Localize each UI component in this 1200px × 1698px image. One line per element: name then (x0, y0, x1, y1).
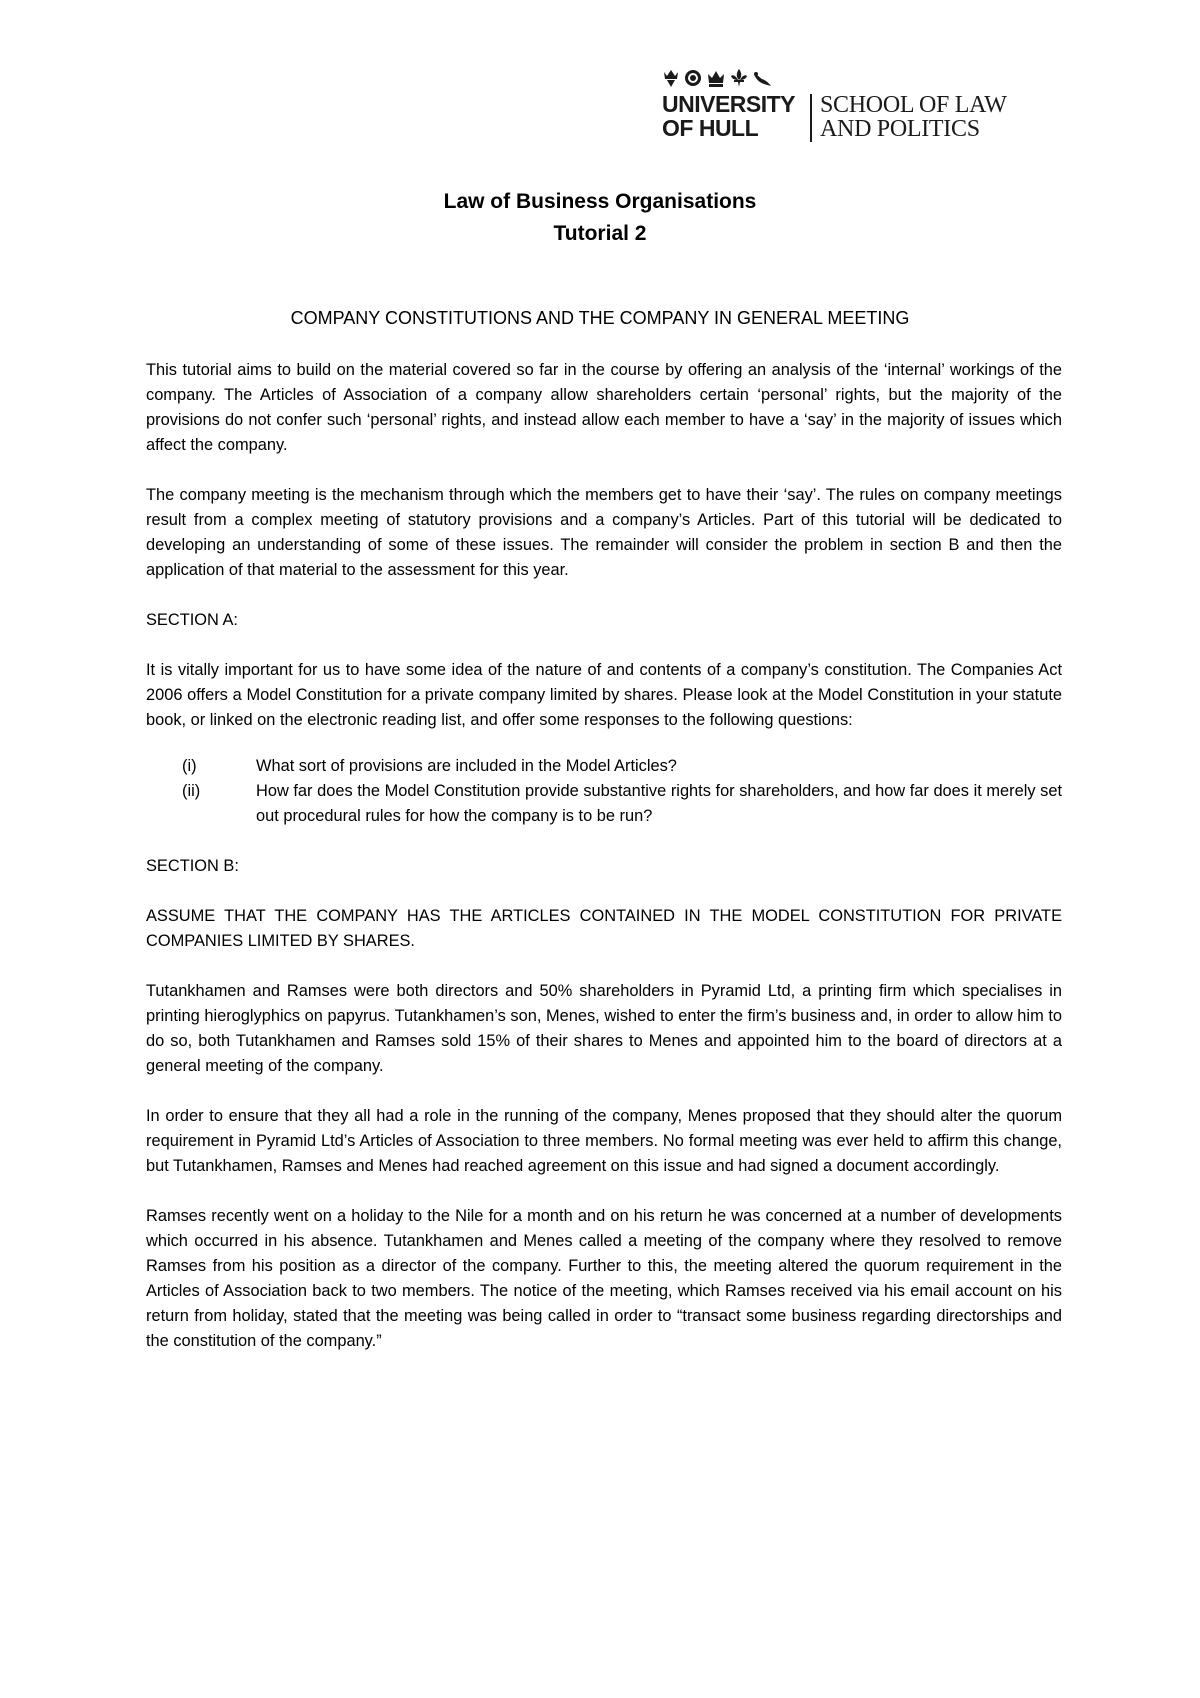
crown-icon (706, 68, 726, 88)
question-item (146, 754, 1062, 779)
question-text: What sort of provisions are included in the Model Articles? (256, 757, 677, 775)
section-b-paragraph: Tutankhamen and Ramses were both directors and 50% shareholders in Pyramid Ltd, a printing firm which specialises in printing hieroglyphics on papyrus. Tutankhamen’s son, Menes, wished to enter the firm’s business and, in order to allow him to do so, both Tutankhamen and Ramses sold 15% of their shares to Menes and appointed him to the board of directors at a general meeting of the company. (146, 982, 1062, 1075)
section-a-paragraph: It is vitally important for us to have some idea of the nature of and contents of a company’s constitution. The Companies Act 2006 offers a Model Constitution for a private company limited by shares. Please look at the Model Constitution in your statute book, or linked on the electronic reading list, and offer some responses to the following questions: (146, 661, 1062, 729)
crown-rose-icon (662, 68, 680, 88)
document-subtitle: Tutorial 2 (553, 222, 647, 245)
question-number: (i) (182, 757, 197, 775)
document-body (146, 358, 1062, 1379)
fleur-de-lis-icon (729, 68, 749, 88)
school-name-line2: AND POLITICS (820, 116, 980, 142)
crest-icons (662, 66, 772, 88)
question-item (146, 779, 1062, 829)
university-name-line1: UNIVERSITY (662, 91, 796, 117)
question-number: (ii) (182, 782, 201, 800)
school-name-line1: SCHOOL OF LAW (820, 92, 1007, 118)
intro-paragraph: The company meeting is the mechanism through which the members get to have their ‘say’. The rules on company meetings result from a complex meeting of statutory provisions and a company’s Articles. Part of this tutorial will be dedicated to developing an understanding of some of these issues. The remainder will consider the problem in section B and then the application of that material to the assessment for this year. (146, 486, 1062, 579)
document-title: Law of Business Organisations (443, 190, 757, 213)
school-name (820, 93, 1007, 141)
intro-paragraph: This tutorial aims to build on the material covered so far in the course by offering an analysis of the ‘internal’ workings of the company. The Articles of Association of a company allow shareholders certain ‘personal’ rights, but the majority of the provisions do not confer such ‘personal’ rights, and instead allow each member to have a ‘say’ in the majority of issues which affect the company. (146, 361, 1062, 454)
question-text: How far does the Model Constitution provide substantive rights for shareholders, and how far does it merely set out procedural rules for how the company is to be run? (256, 782, 1062, 825)
section-b-paragraph: In order to ensure that they all had a role in the running of the company, Menes proposed that they should alter the quorum requirement in Pyramid Ltd’s Articles of Association to three members. No formal meeting was ever held to affirm this change, but Tutankhamen, Ramses and Menes had reached agreement on this issue and had signed a document accordingly. (146, 1107, 1062, 1175)
logo-divider (810, 94, 812, 142)
question-list (146, 754, 1062, 829)
document-heading: COMPANY CONSTITUTIONS AND THE COMPANY IN GENERAL MEETING (290, 308, 910, 328)
bird-icon (752, 68, 772, 88)
section-b-heading: SECTION B: (146, 857, 239, 875)
university-name (662, 92, 795, 140)
university-name-line2: OF HULL (662, 115, 759, 141)
university-logo (662, 66, 1022, 146)
document-title-block (0, 186, 1200, 250)
rose-icon (683, 68, 703, 88)
section-a-heading: SECTION A: (146, 611, 238, 629)
section-b-paragraph: Ramses recently went on a holiday to the Nile for a month and on his return he was concerned at a number of developments which occurred in his absence. Tutankhamen and Menes called a meeting of the company where they resolved to remove Ramses from his position as a director of the company. Further to this, the meeting altered the quorum requirement in the Articles of Association back to two members. The notice of the meeting, which Ramses received via his email account on his return from holiday, stated that the meeting was being called in order to “transact some business regarding directorships and the constitution of the company.” (146, 1207, 1062, 1350)
section-b-assumption: ASSUME THAT THE COMPANY HAS THE ARTICLES CONTAINED IN THE MODEL CONSTITUTION FOR PRIVATE COMPANIES LIMITED BY SHARES. (146, 907, 1062, 950)
